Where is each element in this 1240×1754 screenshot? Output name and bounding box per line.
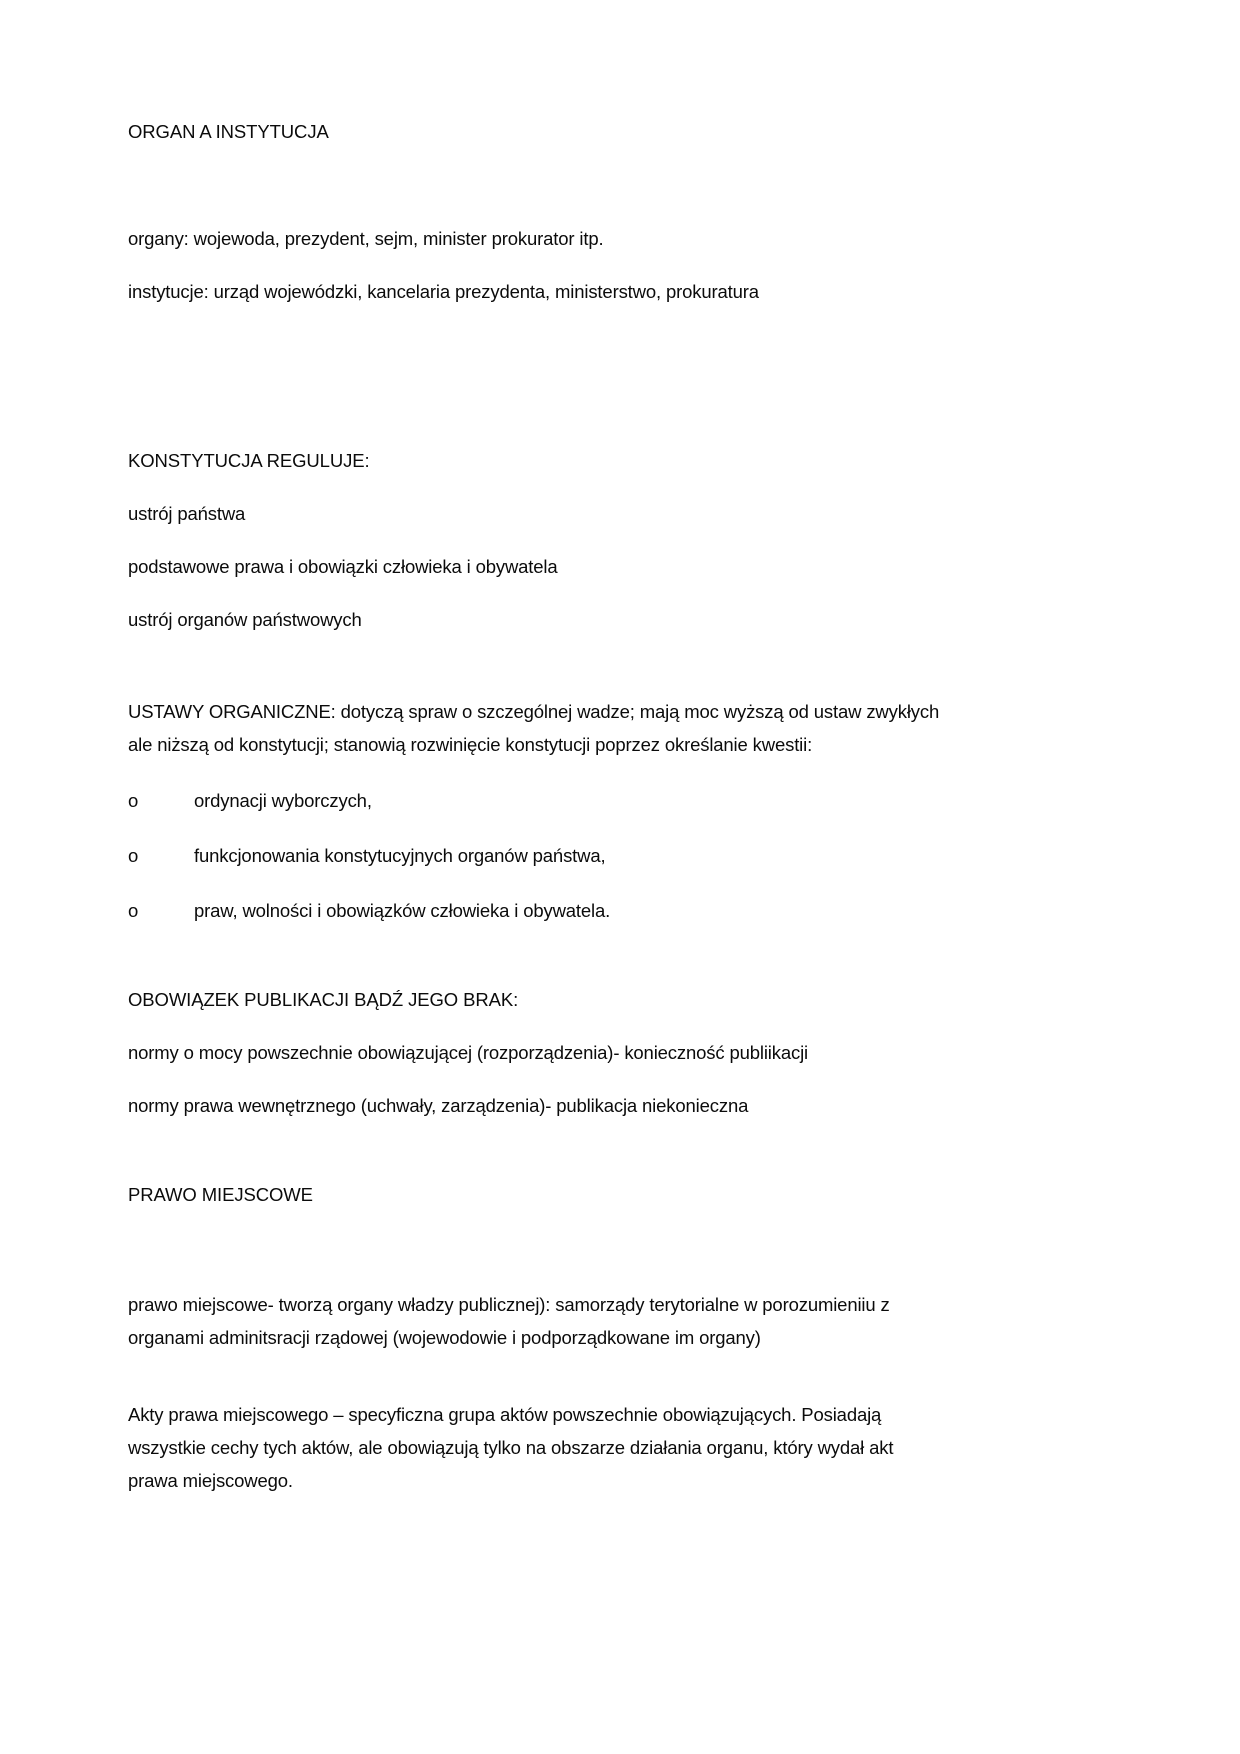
list-item (128, 897, 968, 924)
spacer (128, 761, 968, 787)
bullet-marker-icon: o (128, 900, 139, 921)
section-heading-prawo-miejscowe: PRAWO MIEJSCOWE (128, 1184, 313, 1205)
spacer (128, 869, 968, 897)
text-line-ustroj-organow: ustrój organów państwowych (128, 609, 362, 630)
paragraph-akty-prawa-miejscowego: Akty prawa miejscowego – specyficzna grupa aktów powszechnie obowiązujących. Posiadają wszystkie cechy tych aktów, ale obowiązują tylko na obszarze działania organu, który wydał akt prawa miejscowego. (128, 1404, 894, 1491)
spacer (128, 305, 968, 385)
spacer (128, 633, 968, 695)
spacer (128, 385, 968, 447)
list-item (128, 787, 968, 814)
section-heading-konstytucja-reguluje: KONSTYTUCJA REGULUJE: (128, 450, 370, 471)
list-item-label: ordynacji wyborczych, (194, 790, 372, 811)
text-line-normy-wewnetrzne: normy prawa wewnętrznego (uchwały, zarządzenia)- publikacja niekonieczna (128, 1095, 749, 1116)
spacer (128, 1354, 968, 1398)
paragraph-prawo-miejscowe-tworza: prawo miejscowe- tworzą organy władzy publicznej): samorządy terytorialne w porozumieniiu z organami adminitsracji rządowej (wojewodowie i podporządkowane im organy) (128, 1294, 890, 1348)
text-line-instytucje: instytucje: urząd wojewódzki, kancelaria prezydenta, ministerstwo, prokuratura (128, 281, 759, 302)
spacer (128, 252, 968, 278)
spacer (128, 1208, 968, 1288)
spacer (128, 145, 968, 225)
text-line-podstawowe-prawa: podstawowe prawa i obowiązki człowieka i obywatela (128, 556, 558, 577)
section-heading-organ-a-instytucja: ORGAN A INSTYTUCJA (128, 121, 329, 142)
spacer (128, 1013, 968, 1039)
section-heading-obowiazek-publikacji: OBOWIĄZEK PUBLIKACJI BĄDŹ JEGO BRAK: (128, 989, 519, 1010)
list-item (128, 842, 968, 869)
spacer (128, 580, 968, 606)
list-item-label: praw, wolności i obowiązków człowieka i obywatela. (194, 900, 611, 921)
bullet-marker-icon: o (128, 845, 139, 866)
text-line-normy-powszechne: normy o mocy powszechnie obowiązującej (rozporządzenia)- konieczność publiikacji (128, 1042, 809, 1063)
spacer (128, 1066, 968, 1092)
document-content (128, 118, 968, 1497)
text-line-organy: organy: wojewoda, prezydent, sejm, minister prokurator itp. (128, 228, 604, 249)
paragraph-ustawy-organiczne: USTAWY ORGANICZNE: dotyczą spraw o szczególnej wadze; mają moc wyższą od ustaw zwykłych ale niższą od konstytucji; stanowią rozwinięcie konstytucji poprzez określanie kwestii: (128, 701, 940, 755)
spacer (128, 474, 968, 500)
text-line-ustroj-panstwa: ustrój państwa (128, 503, 246, 524)
bullet-marker-icon: o (128, 790, 139, 811)
spacer (128, 1119, 968, 1181)
spacer (128, 527, 968, 553)
spacer (128, 814, 968, 842)
spacer (128, 924, 968, 986)
list-item-label: funkcjonowania konstytucyjnych organów państwa, (194, 845, 606, 866)
